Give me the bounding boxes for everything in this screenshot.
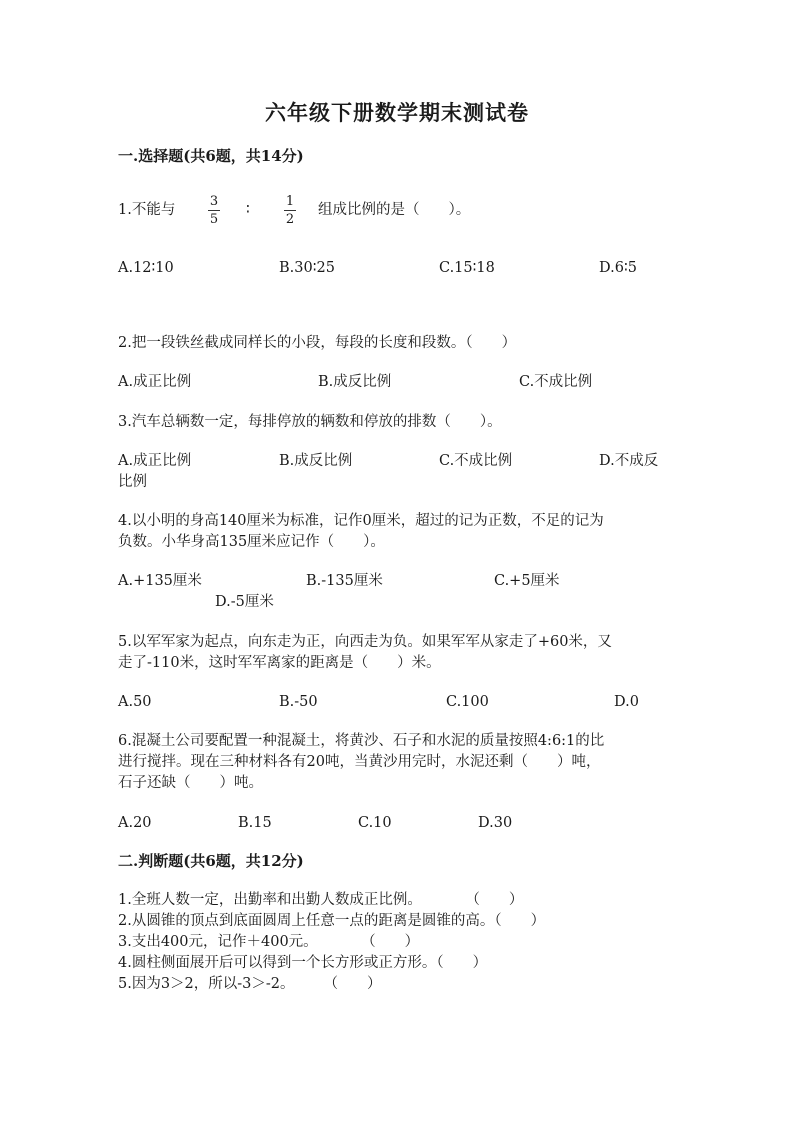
q3-option-a[interactable]: A.成正比例 [118, 453, 192, 469]
q6-option-d[interactable]: D.30 [478, 815, 513, 831]
q1-option-a[interactable]: A.12∶10 [118, 260, 174, 276]
question-6-line-2: 进行搅拌。现在三种材料各有20吨，当黄沙用完时，水泥还剩（ ）吨， [118, 754, 601, 770]
section-heading-judgment: 二.判断题(共6题，共12分) [118, 852, 304, 870]
judgment-item-2: 2.从圆锥的顶点到底面圆周上任意一点的距离是圆锥的高。（ ） [118, 913, 546, 929]
question-1-suffix: 组成比例的是（ ）。 [318, 202, 471, 218]
fraction-denominator: 5 [209, 212, 219, 227]
q1-option-d[interactable]: D.6∶5 [599, 260, 637, 276]
q4-option-d[interactable]: D.-5厘米 [215, 594, 274, 610]
q2-option-b[interactable]: B.成反比例 [318, 374, 392, 390]
q6-option-c[interactable]: C.10 [358, 815, 392, 831]
q5-option-d[interactable]: D.0 [614, 694, 639, 710]
judgment-item-4: 4.圆柱侧面展开后可以得到一个长方形或正方形。（ ） [118, 955, 488, 971]
q5-option-c[interactable]: C.100 [446, 694, 489, 710]
question-4-line-2: 负数。小华身高135厘米应记作（ ）。 [118, 534, 385, 550]
question-6-line-3: 石子还缺（ ）吨。 [118, 775, 263, 791]
fraction-numerator: 3 [209, 194, 219, 209]
question-5-line-1: 5.以军军家为起点，向东走为正，向西走为负。如果军军从家走了+60米，又 [118, 634, 612, 650]
q1-option-c[interactable]: C.15∶18 [439, 260, 495, 276]
question-3-text: 3.汽车总辆数一定，每排停放的辆数和停放的排数（ ）。 [118, 414, 502, 430]
q2-option-c[interactable]: C.不成比例 [519, 374, 593, 390]
q5-option-a[interactable]: A.50 [118, 694, 152, 710]
q4-option-c[interactable]: C.+5厘米 [494, 573, 560, 589]
question-5-line-2: 走了-110米，这时军军离家的距离是（ ）米。 [118, 655, 441, 671]
question-2-text: 2.把一段铁丝截成同样长的小段，每段的长度和段数。（ ） [118, 335, 517, 351]
fraction-numerator: 1 [285, 194, 295, 209]
ratio-colon: ∶ [246, 202, 250, 218]
q3-option-d-continued: 比例 [118, 474, 147, 490]
judgment-item-5: 5.因为3＞2，所以-3＞-2。 （ ） [118, 976, 382, 992]
q2-option-a[interactable]: A.成正比例 [118, 374, 192, 390]
question-1-prefix: 1.不能与 [118, 202, 176, 218]
q6-option-a[interactable]: A.20 [118, 815, 152, 831]
question-6-line-1: 6.混凝土公司要配置一种混凝土，将黄沙、石子和水泥的质量按照4:6:1的比 [118, 733, 605, 749]
q4-option-a[interactable]: A.+135厘米 [118, 573, 202, 589]
question-4-line-1: 4.以小明的身高140厘米为标准，记作0厘米，超过的记为正数，不足的记为 [118, 513, 604, 529]
q3-option-b[interactable]: B.成反比例 [279, 453, 353, 469]
judgment-item-3: 3.支出400元，记作＋400元。 （ ） [118, 934, 420, 950]
q6-option-b[interactable]: B.15 [238, 815, 272, 831]
fraction-bar [284, 210, 296, 211]
fraction-one-half [282, 194, 298, 227]
q5-option-b[interactable]: B.-50 [279, 694, 318, 710]
fraction-denominator: 2 [285, 212, 295, 227]
exam-title: 六年级下册数学期末测试卷 [265, 100, 529, 125]
q1-option-b[interactable]: B.30∶25 [279, 260, 335, 276]
fraction-bar [208, 210, 220, 211]
q3-option-d[interactable]: D.不成反 [599, 453, 659, 469]
q4-option-b[interactable]: B.-135厘米 [306, 573, 383, 589]
q3-option-c[interactable]: C.不成比例 [439, 453, 513, 469]
section-heading-choice: 一.选择题(共6题，共14分) [118, 147, 304, 165]
fraction-three-fifths [206, 194, 222, 227]
judgment-item-1: 1.全班人数一定，出勤率和出勤人数成正比例。 （ ） [118, 892, 524, 908]
